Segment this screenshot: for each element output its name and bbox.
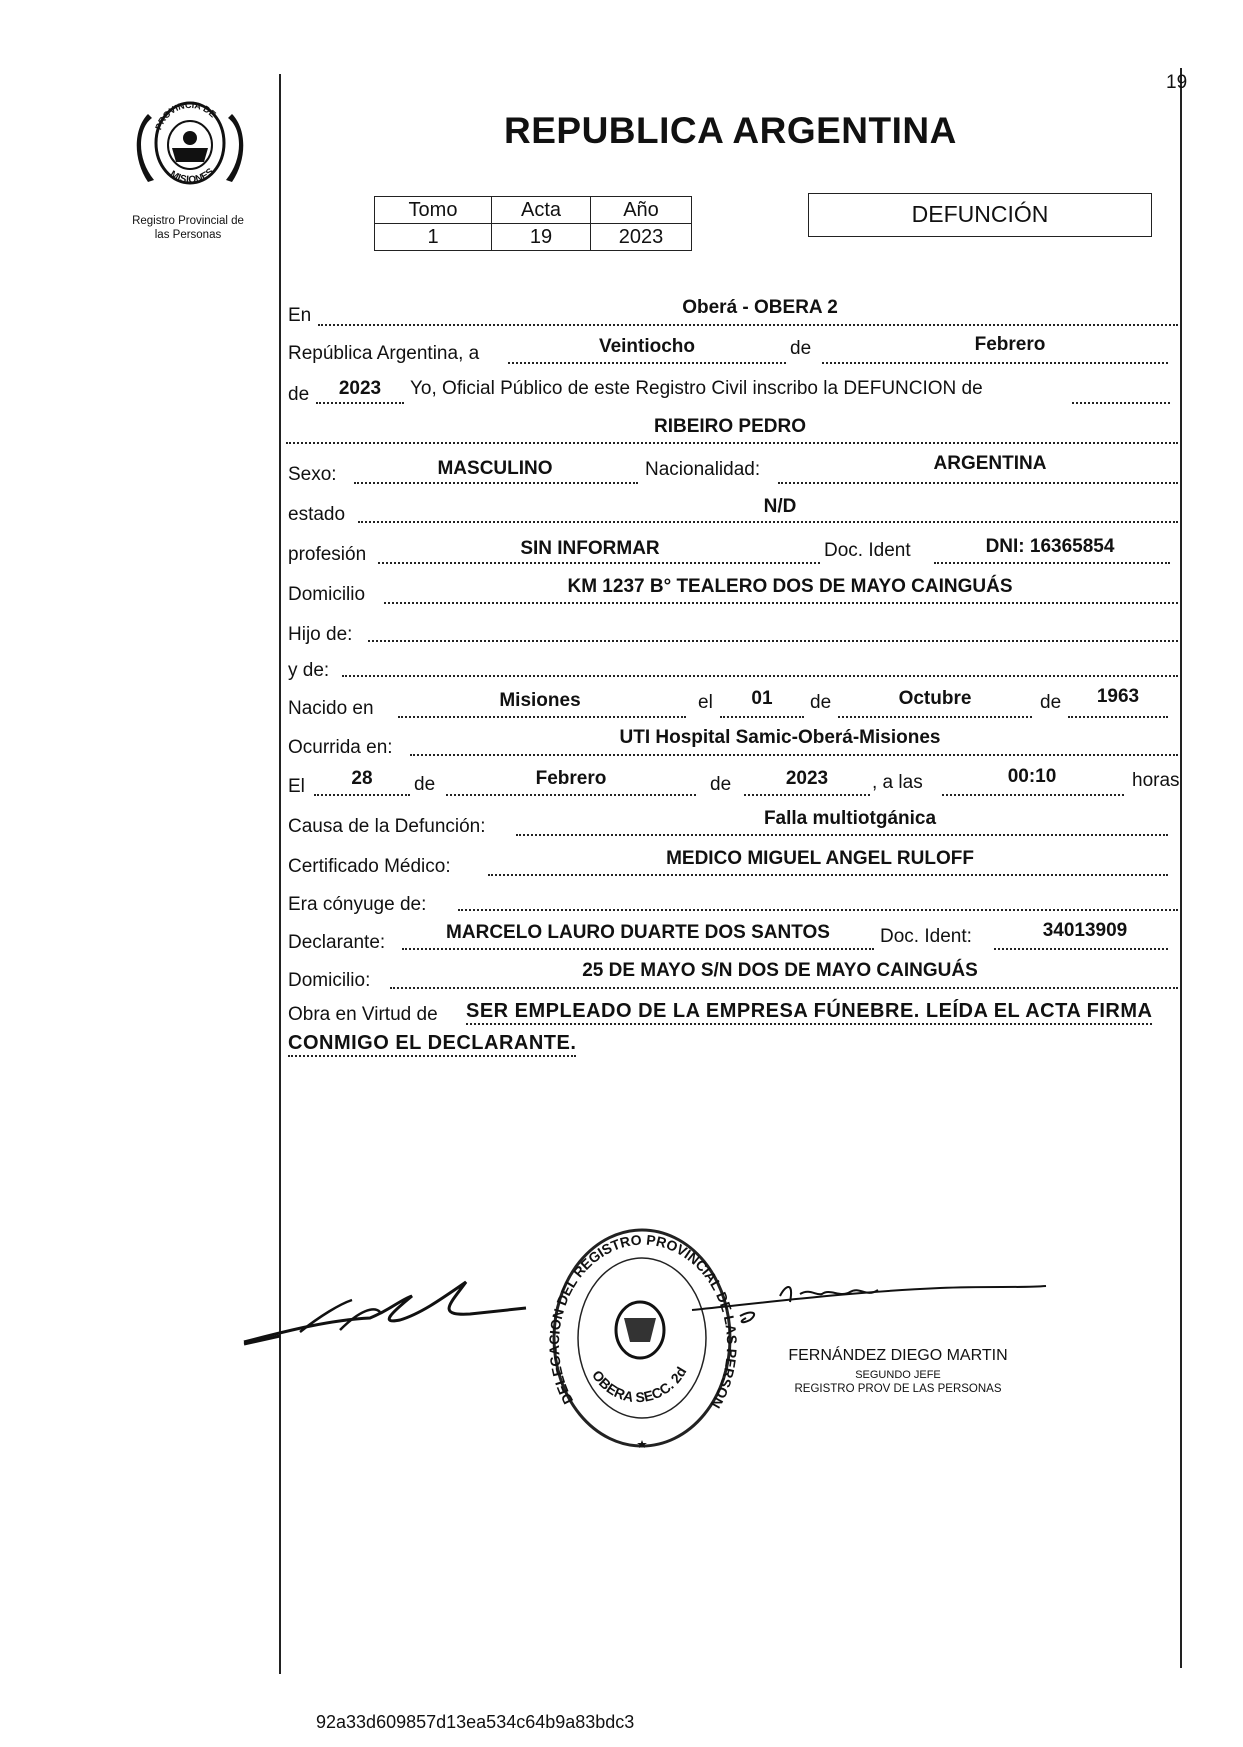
nacido-value: Misiones <box>499 690 581 711</box>
svg-text:PROVINCIA DE: PROVINCIA DE <box>153 99 218 132</box>
sexo-value: MASCULINO <box>437 458 553 479</box>
obra-value-line1: SER EMPLEADO DE LA EMPRESA FÚNEBRE. LEÍDA EL ACTA FIRMA <box>466 1000 1152 1025</box>
certificado-label: Certificado Médico: <box>288 856 451 877</box>
record-table-header-row <box>375 197 692 224</box>
svg-text:OBERA SECC. 2da.: OBERA SECC. 2d <box>588 1364 690 1406</box>
y-de-label: y de: <box>288 660 330 681</box>
nacionalidad-value: ARGENTINA <box>933 453 1047 474</box>
de-label-birth-2: de <box>1040 692 1062 713</box>
table-header-acta: Acta <box>492 197 591 224</box>
year-prefix-label: de <box>288 384 310 405</box>
estado-label: estado <box>288 504 346 525</box>
signatory-name: FERNÁNDEZ DIEGO MARTIN <box>788 1347 1008 1364</box>
profesion-label: profesión <box>288 544 367 565</box>
year-value: 2023 <box>338 378 382 399</box>
official-signature <box>690 1266 1050 1326</box>
inscribo-line <box>1072 380 1170 404</box>
svg-text:MISIONES: MISIONES <box>167 166 217 186</box>
inscribo-text: Yo, Oficial Público de este Registro Civil inscribo la DEFUNCION de <box>410 378 983 399</box>
official-stamp <box>538 1218 738 1458</box>
death-time-value: 00:10 <box>1007 766 1057 787</box>
record-type-box <box>808 193 1152 237</box>
right-margin-line <box>1180 68 1182 1668</box>
doc-ident-value: DNI: 16365854 <box>985 536 1115 557</box>
de-label-1: de <box>790 338 812 359</box>
profesion-value: SIN INFORMAR <box>520 538 660 559</box>
declarante-label: Declarante: <box>288 932 386 953</box>
day-words-value: Veintiocho <box>598 336 696 357</box>
republica-label: República Argentina, a <box>288 343 480 364</box>
de-label-death-1: de <box>414 774 436 795</box>
conyuge-line <box>458 887 1178 911</box>
el2-label: El <box>288 776 305 797</box>
death-year-value: 2023 <box>785 768 829 789</box>
signatory-office: REGISTRO PROV DE LAS PERSONAS <box>794 1383 1002 1395</box>
birth-day-value: 01 <box>751 688 773 709</box>
nacionalidad-label: Nacionalidad: <box>645 459 761 480</box>
record-table-value-row <box>375 224 692 251</box>
decl-doc-label: Doc. Ident: <box>880 926 972 947</box>
de-label-birth-1: de <box>810 692 832 713</box>
signatory-block <box>788 1347 1008 1395</box>
causa-value: Falla multiotgánica <box>763 808 937 829</box>
place-value: Oberá - OBERA 2 <box>682 297 838 318</box>
sexo-label: Sexo: <box>288 464 337 485</box>
certificado-value: MEDICO MIGUEL ANGEL RULOFF <box>666 848 974 869</box>
death-day-value: 28 <box>351 768 373 789</box>
declarant-signature <box>240 1270 530 1350</box>
registry-caption <box>108 214 268 242</box>
hijo-label: Hijo de: <box>288 624 353 645</box>
table-value-anio: 2023 <box>591 224 692 251</box>
svg-text:DELEGACION DEL REGISTRO PROVIN: DELEGACION DEL REGISTRO PROVINCIAL DE LA ERSON <box>545 1231 738 1412</box>
record-type: DEFUNCIÓN <box>911 201 1049 227</box>
nacido-label: Nacido en <box>288 698 374 719</box>
estado-value: N/D <box>763 496 797 517</box>
doc-ident-label: Doc. Ident <box>824 540 911 561</box>
table-value-tomo: 1 <box>375 224 492 251</box>
obra-value-line2: CONMIGO EL DECLARANTE. <box>288 1032 576 1057</box>
table-header-tomo: Tomo <box>375 197 492 224</box>
ocurrida-label: Ocurrida en: <box>288 737 393 758</box>
domicilio-label: Domicilio <box>288 584 366 605</box>
month-value: Febrero <box>974 334 1046 355</box>
provincial-seal-logo <box>130 88 250 198</box>
document-hash: 92a33d609857d13ea534c64b9a83bdc3 <box>316 1712 635 1732</box>
birth-month-value: Octubre <box>898 688 972 709</box>
conyuge-label: Era cónyuge de: <box>288 894 427 915</box>
death-month-value: Febrero <box>535 768 607 789</box>
horas-label: horas <box>1132 770 1180 791</box>
de-label-death-2: de <box>710 774 732 795</box>
registry-caption-line1: Registro Provincial de <box>132 215 244 227</box>
decl-domicilio-label: Domicilio: <box>288 970 371 991</box>
page-number: 19 <box>1166 72 1188 93</box>
deceased-name-value: RIBEIRO PEDRO <box>653 416 807 437</box>
hijo-line <box>368 618 1178 642</box>
document-title: REPUBLICA ARGENTINA <box>504 110 957 151</box>
table-header-anio: Año <box>591 197 692 224</box>
registry-caption-line2: las Personas <box>154 229 222 241</box>
domicilio-value: KM 1237 B° TEALERO DOS DE MAYO CAINGUÁS <box>567 576 1013 597</box>
decl-domicilio-value: 25 DE MAYO S/N DOS DE MAYO CAINGUÁS <box>582 960 978 981</box>
el-label: el <box>698 692 713 713</box>
y-de-line <box>342 653 1178 677</box>
obra-label: Obra en Virtud de <box>288 1004 438 1025</box>
causa-label: Causa de la Defunción: <box>288 816 486 837</box>
table-value-acta: 19 <box>492 224 591 251</box>
en-label: En <box>288 305 312 326</box>
signatory-role: SEGUNDO JEFE <box>855 1369 941 1381</box>
record-table <box>374 196 692 251</box>
left-margin-line <box>279 74 281 1674</box>
alas-label: , a las <box>872 772 923 793</box>
ocurrida-value: UTI Hospital Samic-Oberá-Misiones <box>619 727 941 748</box>
birth-year-value: 1963 <box>1096 686 1140 707</box>
declarante-value: MARCELO LAURO DUARTE DOS SANTOS <box>446 922 830 943</box>
decl-doc-value: 34013909 <box>1042 920 1128 941</box>
